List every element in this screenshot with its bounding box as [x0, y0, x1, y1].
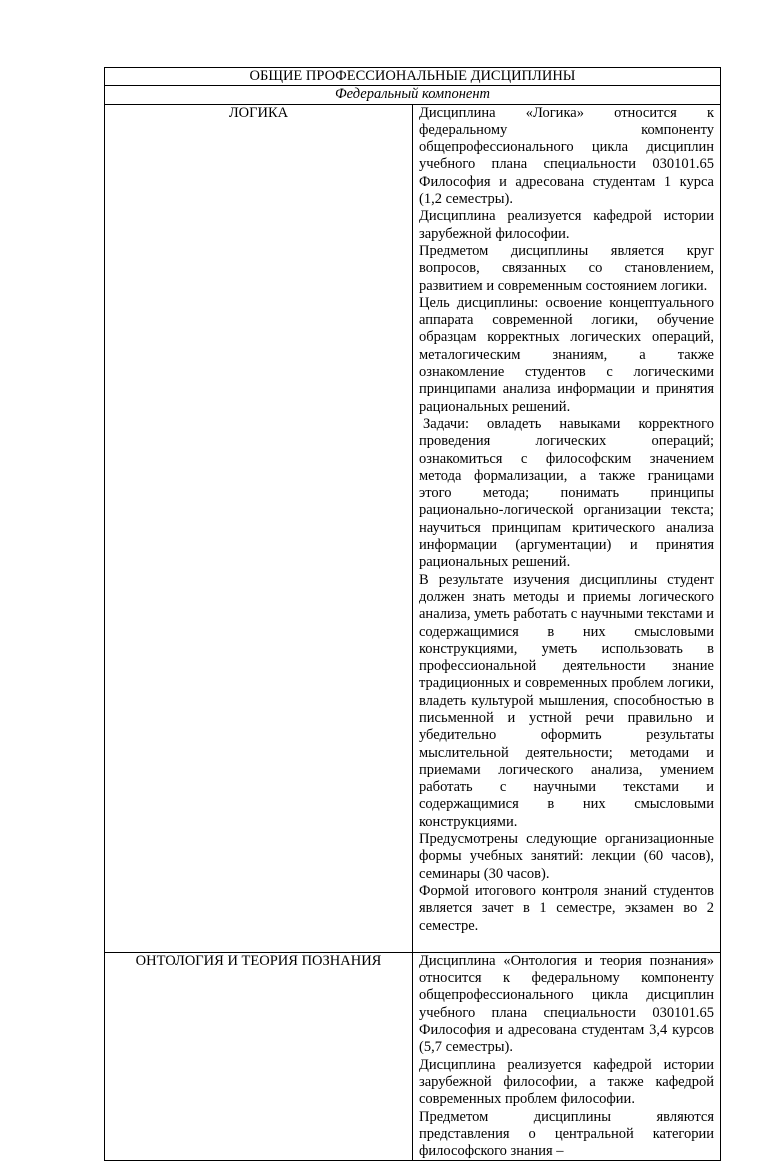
- description-paragraph: Предусмотрены следующие организационные формы учебных занятий: лекции (60 часов), семинары (30 часов).: [419, 831, 714, 882]
- component-label: Федеральный компонент: [105, 86, 721, 104]
- section-header-row: [105, 68, 721, 86]
- description-paragraph: Дисциплина «Логика» относится к федеральному компоненту общепрофессионального цикла дисциплин учебного плана специальности 030101.65 Философия и адресована студентам 1 курса (1,2 семестры).: [419, 104, 714, 208]
- discipline-description-cell: [413, 104, 721, 952]
- description-paragraph: Предметом дисциплины являются представления о центральной категории философского знания –: [419, 1108, 714, 1160]
- description-paragraph: Цель дисциплины: освоение концептуального аппарата современной логики, обучение образцам корректных логических операций, металогическим знаниям, а также ознакомление студентов с логическими принципами анализа информации и принятия рациональных решений.: [419, 294, 714, 415]
- description-paragraph: Формой итогового контроля знаний студентов является зачет в 1 семестре, экзамен во 2 семестре.: [419, 882, 714, 934]
- discipline-name: ОНТОЛОГИЯ И ТЕОРИЯ ПОЗНАНИЯ: [135, 952, 382, 969]
- discipline-name-cell: [105, 104, 413, 952]
- discipline-row: [105, 952, 721, 1161]
- spacer: [419, 935, 714, 952]
- description-paragraph: Задачи: овладеть навыками корректного проведения логических операций; ознакомиться с философским значением метода формализации, а также границами этого метода; понимать принципы рационально-логической организации текста; научиться принципам критического анализа информации (аргументации) и принятия рациональных решений.: [419, 415, 714, 571]
- disciplines-table: [104, 67, 721, 1161]
- discipline-name: ЛОГИКА: [228, 104, 289, 121]
- description-paragraph: Дисциплина реализуется кафедрой истории зарубежной философии, а также кафедрой современных проблем философии.: [419, 1056, 714, 1108]
- discipline-description-cell: [413, 952, 721, 1161]
- component-row: [105, 86, 721, 104]
- description-paragraph: Дисциплина «Онтология и теория познания» относится к федеральному компоненту общепрофессионального цикла дисциплин учебного плана специальности 030101.65 Философия и адресована студентам 3,4 курсов (5,7 семестры).: [419, 952, 714, 1056]
- description-paragraph: Предметом дисциплины является круг вопросов, связанных со становлением, развитием и современным состоянием логики.: [419, 242, 714, 294]
- discipline-name-cell: [105, 952, 413, 1161]
- description-paragraph: В результате изучения дисциплины студент должен знать методы и приемы логического анализа, уметь работать с научными текстами и содержащимися в них смысловыми конструкциями, уметь использовать в профессиональной деятельности знание традиционных и современных проблем логики, владеть культурой мышления, способностью в письменной и устной речи правильно и убедительно оформить результаты мыслительной деятельности; методами и приемами логического анализа, умением работать с научными текстами и содержащимися в них смысловыми конструкциями.: [419, 571, 714, 830]
- document-page: [104, 67, 721, 1161]
- discipline-row: [105, 104, 721, 952]
- description-paragraph: Дисциплина реализуется кафедрой истории зарубежной философии.: [419, 208, 714, 242]
- section-title: ОБЩИЕ ПРОФЕССИОНАЛЬНЫЕ ДИСЦИПЛИНЫ: [105, 68, 721, 86]
